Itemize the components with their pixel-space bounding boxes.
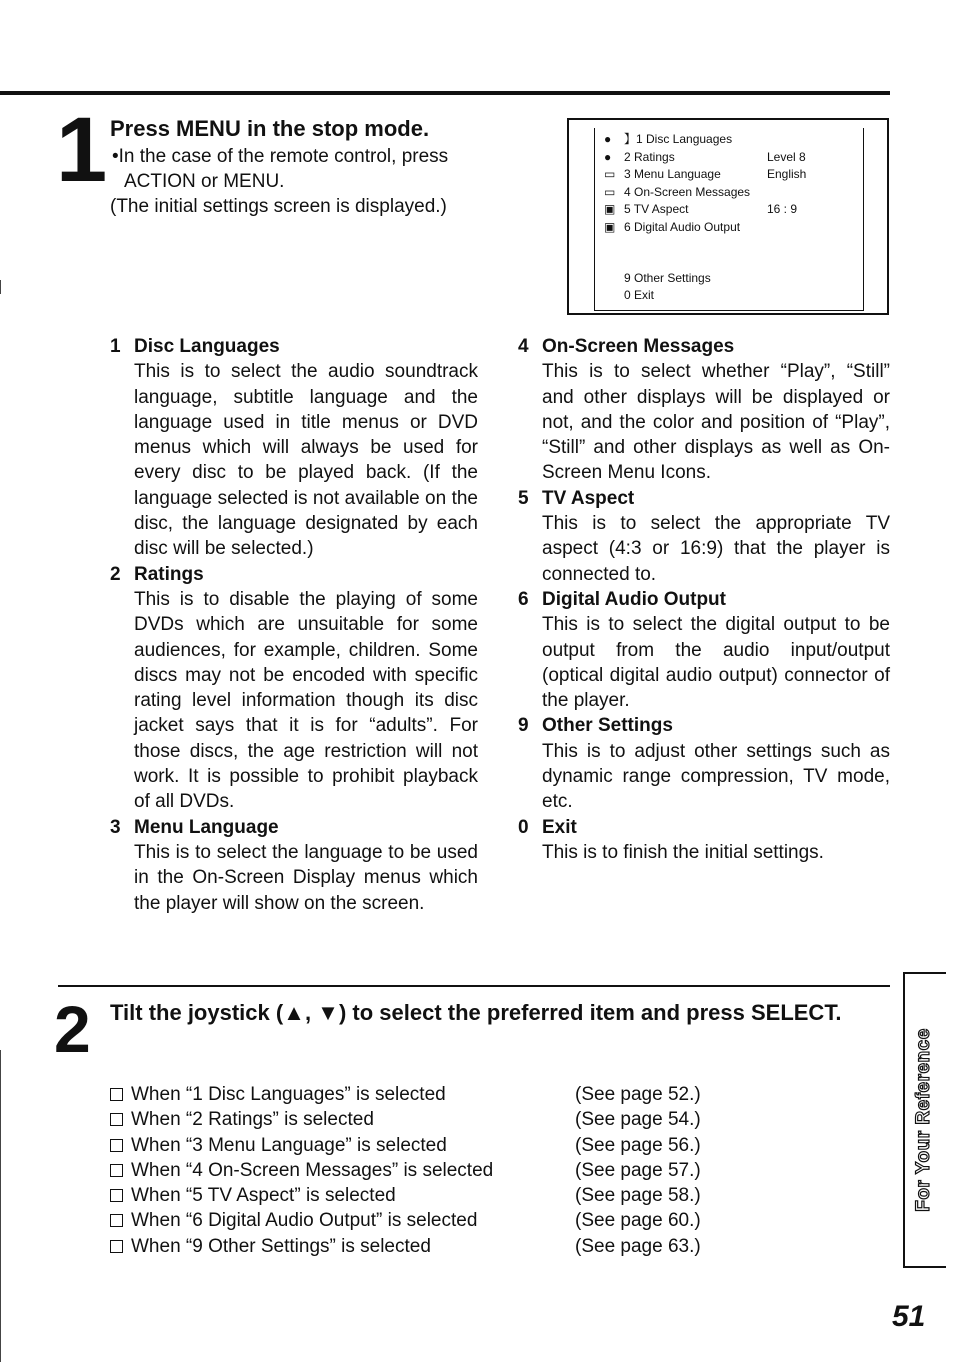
checkbox-square-icon (110, 1240, 123, 1253)
reference-row (110, 1133, 750, 1158)
reference-page: (See page 60.) (575, 1210, 701, 1232)
item-number: 1 (110, 336, 121, 357)
reference-text-wrap (110, 1082, 446, 1107)
checkbox-square-icon (110, 1189, 123, 1202)
checkbox-square-icon (110, 1113, 123, 1126)
item-title: On-Screen Messages (542, 336, 735, 357)
left-column (110, 334, 478, 916)
reference-page: (See page 58.) (575, 1185, 701, 1207)
item-heading (110, 815, 478, 840)
osd-row-label: 】1 Disc Languages (624, 132, 733, 146)
reference-page: (See page 63.) (575, 1235, 701, 1257)
reference-text-wrap (110, 1183, 396, 1208)
item-number: 2 (110, 563, 121, 585)
osd-row-icon: ● (604, 150, 612, 164)
step-1-note: (The initial settings screen is displayed.) (110, 196, 447, 217)
step-1-title: Press MENU in the stop mode. (110, 116, 430, 141)
margin-mark (0, 280, 1, 294)
osd-row-icon: ▭ (604, 167, 616, 181)
item-title: Menu Language (134, 816, 279, 838)
step-1-bullet: •In the case of the remote control, press (112, 146, 449, 167)
reference-page: (See page 57.) (575, 1159, 701, 1181)
reference-text-wrap (110, 1107, 374, 1132)
osd-row-label: 4 On-Screen Messages (624, 185, 751, 199)
osd-row-icon: ▣ (604, 220, 616, 234)
osd-row-label: 5 TV Aspect (624, 202, 689, 216)
reference-text: When “2 Ratings” is selected (131, 1109, 374, 1131)
page-number: 51 (892, 1300, 926, 1333)
checkbox-square-icon (110, 1214, 123, 1227)
item-number: 6 (518, 588, 529, 610)
margin-line (0, 1050, 1, 1362)
item-title: Disc Languages (134, 336, 280, 357)
checkbox-square-icon (110, 1139, 123, 1152)
reference-text: When “3 Menu Language” is selected (131, 1134, 447, 1156)
reference-row (110, 1107, 750, 1132)
item-number: 3 (110, 816, 121, 838)
osd-row-icon: ▭ (604, 185, 616, 199)
item-heading (518, 713, 890, 738)
reference-text-wrap (110, 1208, 477, 1233)
section-rule (58, 985, 890, 987)
reference-text-wrap (110, 1234, 431, 1259)
item-heading (518, 486, 890, 511)
reference-row (110, 1234, 750, 1259)
checkbox-square-icon (110, 1088, 123, 1101)
step-2-number: 2 (54, 992, 91, 1066)
reference-text-wrap (110, 1133, 447, 1158)
item-heading (518, 815, 890, 840)
page-reference-list (110, 1082, 750, 1259)
item-heading (110, 562, 478, 587)
item-title: Digital Audio Output (542, 588, 726, 610)
right-column (518, 334, 890, 865)
item-heading (518, 334, 890, 359)
item-description: This is to select whether “Play”, “Still” and other displays will be displayed or not, and the color and position of “Play”, “Still” and other displays as well as On-Screen Menu Icons. (542, 361, 890, 484)
step-1-bullet-continued: ACTION or MENU. (124, 171, 285, 192)
osd-row-icon: ● (604, 132, 612, 146)
osd-row-value: Level 8 (767, 150, 806, 164)
osd-row-value: English (767, 167, 807, 181)
reference-row (110, 1082, 750, 1107)
item-title: Exit (542, 816, 577, 838)
reference-row (110, 1208, 750, 1233)
osd-row-label: 2 Ratings (624, 150, 675, 164)
item-description: This is to select the audio soundtrack language, subtitle language and the language used in title menus or DVD menus which will always be used for every disc to be played back. (If the language selected is not available on the disc, the language designated by each disc will be selected.) (134, 361, 478, 560)
item-description: This is to select the language to be used in the On-Screen Display menus which the player will show on the screen. (134, 841, 478, 914)
item-title: Other Settings (542, 715, 673, 737)
reference-text: When “5 TV Aspect” is selected (131, 1185, 396, 1207)
item-description: This is to adjust other settings such as dynamic range compression, TV mode, etc. (542, 740, 890, 813)
reference-page: (See page 56.) (575, 1134, 701, 1156)
item-heading (110, 334, 478, 359)
item-description: This is to disable the playing of some DVDs which are unsuitable for some audiences, for example, children. Some discs may not be encoded with specific rating level information though its disc jacket says that it is for “adults”. For those discs, the age restriction will not work. It is possible to prohibit playback of all DVDs. (134, 588, 478, 813)
side-tab-label: For Your Reference (913, 1028, 934, 1212)
step-2-title: Tilt the joystick (▲, ▼) to select the preferred item and press SELECT. (110, 1000, 842, 1025)
osd-row-label: 0 Exit (624, 288, 655, 302)
item-number: 0 (518, 816, 529, 838)
osd-row-label: 6 Digital Audio Output (624, 220, 741, 234)
item-number: 5 (518, 487, 529, 509)
osd-row-value: 16 : 9 (767, 202, 798, 216)
reference-text: When “6 Digital Audio Output” is selected (131, 1210, 478, 1232)
item-number: 4 (518, 336, 529, 357)
reference-row (110, 1158, 750, 1183)
checkbox-square-icon (110, 1164, 123, 1177)
item-number: 9 (518, 715, 529, 737)
osd-row-icon: ▣ (604, 202, 616, 216)
reference-text: When “4 On-Screen Messages” is selected (131, 1159, 494, 1181)
step-1-number: 1 (56, 99, 108, 201)
item-description: This is to select the appropriate TV aspect (4:3 or 16:9) that the player is connected to. (542, 513, 890, 585)
osd-row-label: 3 Menu Language (624, 167, 721, 181)
reference-text: When “9 Other Settings” is selected (131, 1235, 431, 1257)
reference-page: (See page 52.) (575, 1084, 701, 1105)
osd-row-label: 9 Other Settings (624, 271, 711, 285)
reference-text-wrap (110, 1158, 493, 1183)
item-description: This is to finish the initial settings. (542, 841, 824, 863)
reference-row (110, 1183, 750, 1208)
item-heading (518, 587, 890, 612)
item-description: This is to select the digital output to be output from the audio input/output (optical digital audio output) connector of the player. (542, 614, 890, 712)
item-title: TV Aspect (542, 487, 635, 509)
reference-text: When “1 Disc Languages” is selected (131, 1084, 446, 1105)
top-rule (0, 91, 890, 95)
item-title: Ratings (134, 563, 204, 585)
reference-page: (See page 54.) (575, 1109, 701, 1131)
